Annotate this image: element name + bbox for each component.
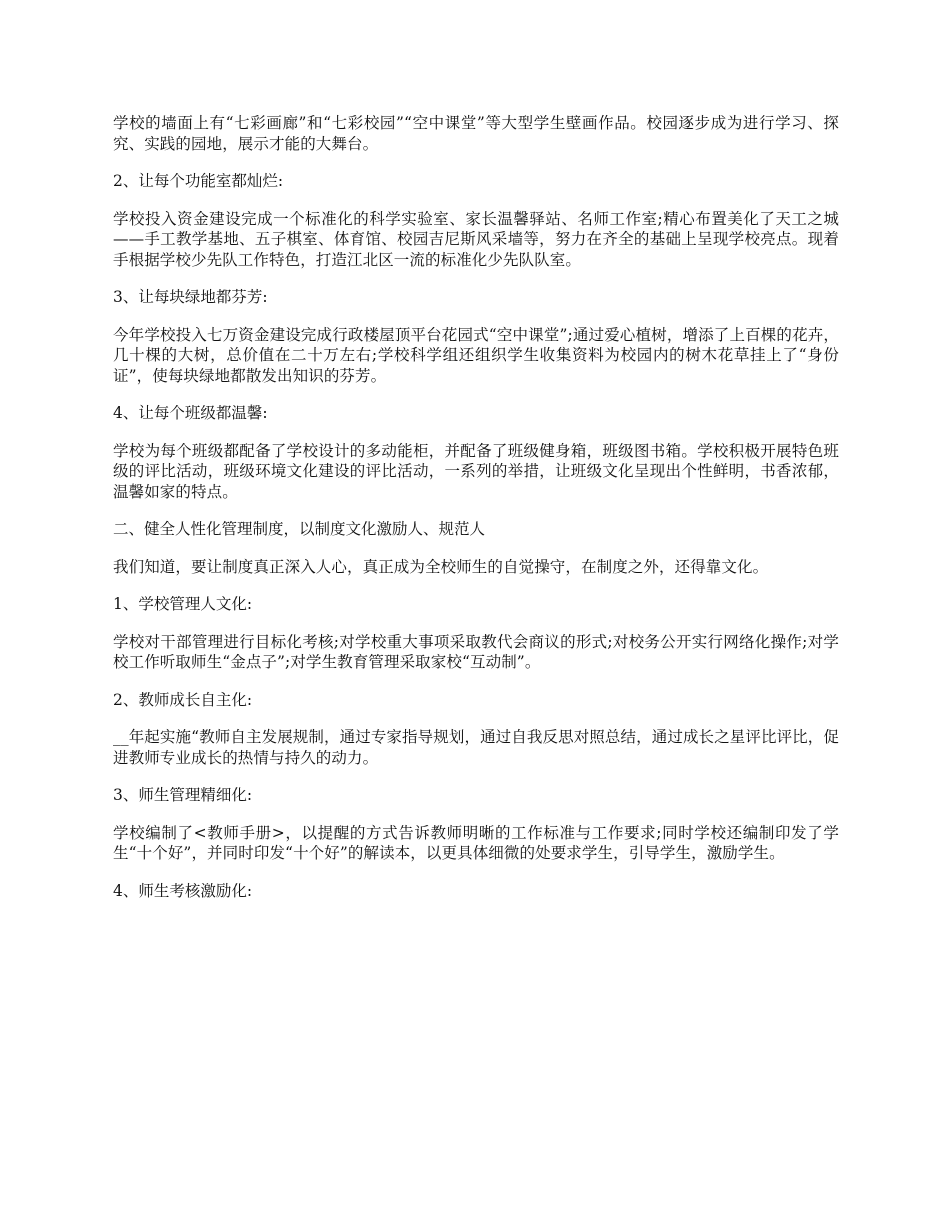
paragraph-refined-management: 学校编制了<教师手册>，以提醒的方式告诉教师明晰的工作标准与工作要求;同时学校还编制印发了学生“十个好”，并同时印发“十个好”的解读本，以更具体细微的处要求学生，引导学生，激励学生。 (113, 823, 839, 862)
paragraph-classrooms: 学校为每个班级都配备了学校设计的多动能柜，并配备了班级健身箱，班级图书箱。学校积极开展特色班级的评比活动，班级环境文化建设的评比活动，一系列的举措，让班级文化呈现出个性鲜明，书香浓郁，温馨如家的特点。 (113, 441, 839, 501)
paragraph-wall-murals: 学校的墙面上有“七彩画廊”和“七彩校园”“空中课堂”等大型学生壁画作品。校园逐步成为进行学习、探究、实践的园地，展示才能的大舞台。 (113, 114, 839, 153)
paragraph-function-rooms: 学校投入资金建设完成一个标准化的科学实验室、家长温馨驿站、名师工作室;精心布置美化了天工之城——手工教学基地、五子棋室、体育馆、校园吉尼斯风采墙等，努力在齐全的基础上呈现学校亮点。现着手根据学校少先队工作特色，打造江北区一流的标准化少先队队室。 (113, 209, 839, 269)
paragraph-green-spaces: 今年学校投入七万资金建设完成行政楼屋顶平台花园式“空中课堂”;通过爱心植树，增添了上百棵的花卉，几十棵的大树，总价值在二十万左右;学校科学组还组织学生收集资料为校园内的树木花草挂上了“身份证”，使每块绿地都散发出知识的芬芳。 (113, 325, 839, 385)
heading-refined-management: 3、师生管理精细化: (113, 786, 253, 804)
heading-school-management: 1、学校管理人文化: (113, 595, 253, 613)
heading-teacher-growth: 2、教师成长自主化: (113, 690, 253, 709)
paragraph-teacher-growth: __年起实施“教师自主发展规制，通过专家指导规划，通过自我反思对照总结，通过成长之星评比评比，促进教师专业成长的热情与持久的动力。 (113, 728, 839, 767)
document-page (113, 113, 839, 918)
paragraph-school-management: 学校对干部管理进行目标化考核;对学校重大事项采取教代会商议的形式;对校务公开实行网络化操作;对学校工作听取师生“金点子”;对学生教育管理采取家校“互动制”。 (113, 632, 839, 671)
heading-classrooms: 4、让每个班级都温馨: (113, 404, 268, 422)
heading-section-two: 二、健全人性化管理制度，以制度文化激励人、规范人 (113, 520, 486, 538)
heading-assessment-incentive: 4、师生考核激励化: (113, 881, 253, 900)
heading-green-spaces: 3、让每块绿地都芬芳: (113, 288, 268, 306)
heading-function-rooms: 2、让每个功能室都灿烂: (113, 172, 284, 190)
paragraph-system-culture: 我们知道，要让制度真正深入人心，真正成为全校师生的自觉操守，在制度之外，还得靠文化。 (113, 557, 769, 576)
